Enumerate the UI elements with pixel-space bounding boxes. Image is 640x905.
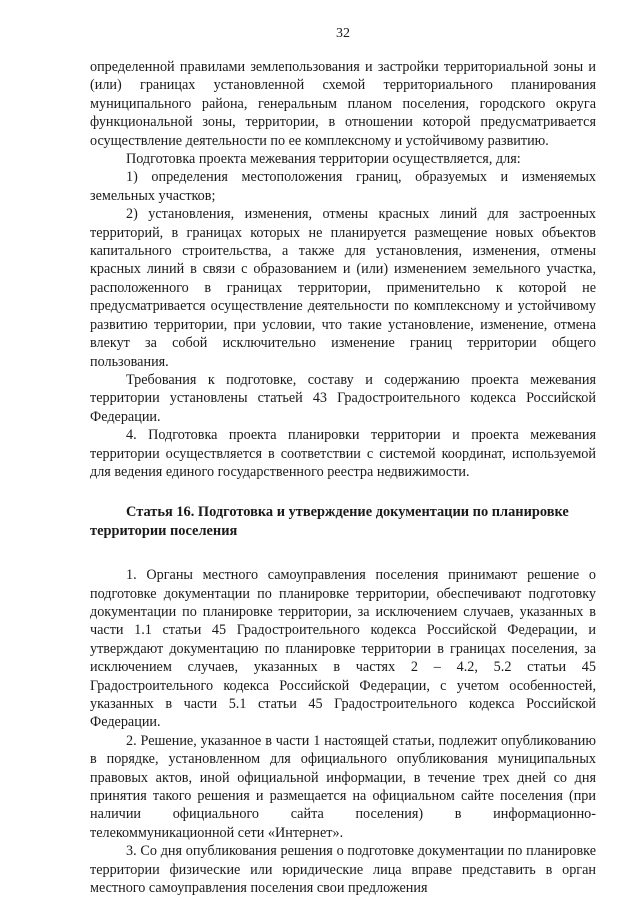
paragraph: 2. Решение, указанное в части 1 настоящей статьи, подлежит опубликованию в порядке, установленном для официального опубликования муниципальных правовых актов, иной официальной информации, в течение трех дней со дня принятия такого решения и размещается на официальном сайте поселения (при наличии официального сайта поселения) в информационно-телекоммуникационной сети «Интернет». [90, 732, 596, 841]
paragraph: определенной правилами землепользования и застройки территориальной зоны и (или) границах установленной схемой территориального планирования муниципального района, генеральным планом поселения, городского округа функциональной зоны, территории, в отношении которой предусматривается осуществление деятельности по ее комплексному и устойчивому развитию. [90, 59, 596, 149]
article-heading: Статья 16. Подготовка и утверждение документации по планировке территории поселения [90, 504, 569, 539]
body-text-bottom [90, 566, 596, 897]
paragraph: 3. Со дня опубликования решения о подготовке документации по планировке территории физические или юридические лица вправе представить в орган местного самоуправления поселения свои предложения [90, 843, 596, 897]
paragraph: 1) определения местоположения границ, образуемых и изменяемых земельных участков; [90, 169, 596, 204]
paragraph: 1. Органы местного самоуправления поселения принимают решение о подготовке документации по планировке территории, обеспечивают подготовку документации по планировке территории, за исключением случаев, указанных в части 1.1 статьи 45 Градостроительного кодекса Российской Федерации, и утверждают документацию по планировке территории в границах поселения, за исключением случаев, указанных в частях 2 – 4.2, 5.2 статьи 45 Градостроительного кодекса Российской Федерации, с учетом особенностей, указанных в части 5.1 статьи 45 Градостроительного кодекса Российской Федерации. [90, 567, 596, 731]
paragraph: 2) установления, изменения, отмены красных линий для застроенных территорий, в границах которых не планируется размещение новых объектов капитального строительства, а также для установления, изменения, отмены красных линий в связи с образованием и (или) изменением земельного участка, расположенного в границах территории, применительно к которой не предусматривается осуществление деятельности по комплексному и устойчивому развитию территории, при условии, что такие установление, изменение, отмена влекут за собой исключительно изменение границ территории общего пользования. [90, 206, 596, 370]
page-number: 32 [336, 26, 350, 41]
paragraph: Подготовка проекта межевания территории осуществляется, для: [126, 151, 521, 168]
body-text-top [90, 58, 596, 481]
paragraph: Требования к подготовке, составу и содержанию проекта межевания территории установлены статьей 43 Градостроительного кодекса Российской Федерации. [90, 371, 596, 425]
paragraph: 4. Подготовка проекта планировки территории и проекта межевания территории осуществляется в соответствии с системой координат, используемой для ведения единого государственного реестра недвижимости. [90, 427, 596, 480]
